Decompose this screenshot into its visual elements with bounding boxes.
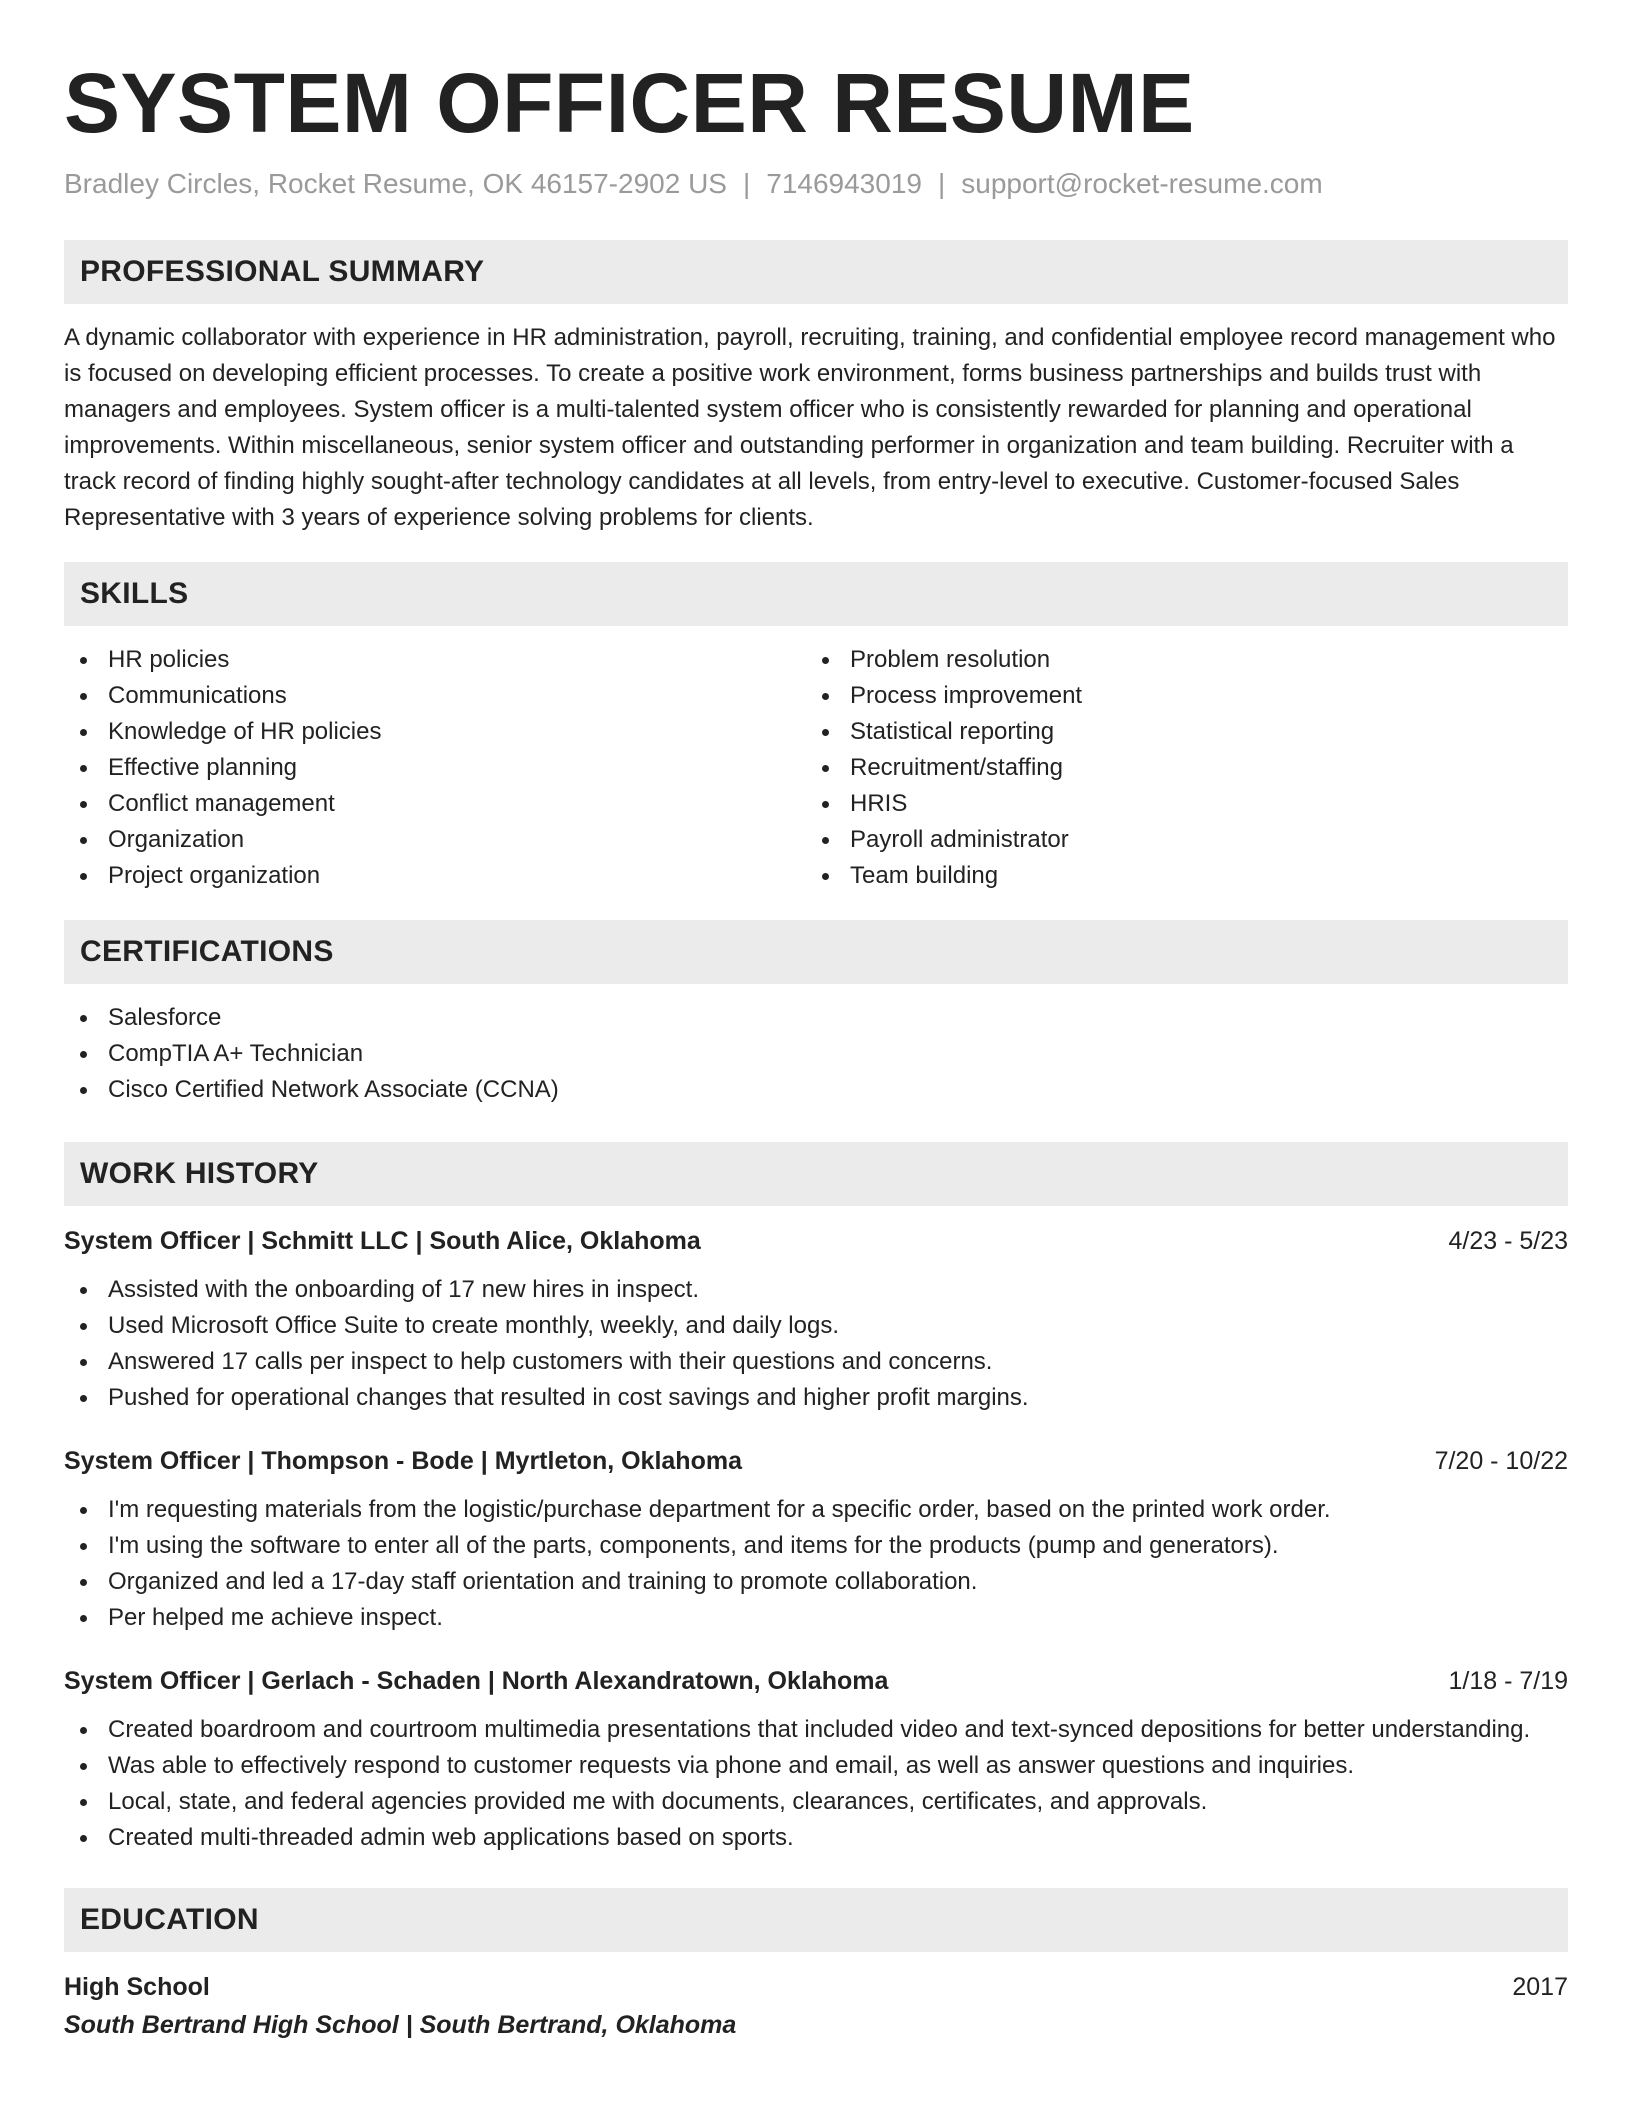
list-item: Cisco Certified Network Associate (CCNA): [64, 1072, 1568, 1108]
education-year: 2017: [1512, 1973, 1568, 2001]
list-item: I'm requesting materials from the logistic/purchase department for a specific order, based on the printed work order.: [64, 1492, 1568, 1528]
contact-line: [64, 166, 1568, 202]
skills-list-right: [806, 642, 1568, 894]
list-item: Assisted with the onboarding of 17 new hires in inspect.: [64, 1272, 1568, 1308]
section-header-education: EDUCATION: [64, 1888, 1568, 1952]
list-item: HR policies: [64, 642, 806, 678]
list-item: Organization: [64, 822, 806, 858]
job-header: [64, 1664, 1568, 1698]
section-header-summary: PROFESSIONAL SUMMARY: [64, 240, 1568, 304]
list-item: CompTIA A+ Technician: [64, 1036, 1568, 1072]
section-header-skills: SKILLS: [64, 562, 1568, 626]
list-item: Recruitment/staffing: [806, 750, 1568, 786]
education-entry: [64, 1970, 1568, 2042]
contact-separator: |: [742, 168, 751, 199]
job-dates: 7/20 - 10/22: [1434, 1447, 1568, 1475]
job-entry: [64, 1444, 1568, 1636]
certifications-list: [64, 1000, 1568, 1108]
list-item: Pushed for operational changes that resulted in cost savings and higher profit margins.: [64, 1380, 1568, 1416]
job-entry: [64, 1664, 1568, 1856]
list-item: Used Microsoft Office Suite to create monthly, weekly, and daily logs.: [64, 1308, 1568, 1344]
education-degree: High School: [64, 1973, 210, 2001]
list-item: Communications: [64, 678, 806, 714]
list-item: Answered 17 calls per inspect to help customers with their questions and concerns.: [64, 1344, 1568, 1380]
job-title: System Officer | Thompson - Bode | Myrtleton, Oklahoma: [64, 1447, 742, 1475]
list-item: Knowledge of HR policies: [64, 714, 806, 750]
job-entry: [64, 1224, 1568, 1416]
list-item: Team building: [806, 858, 1568, 894]
list-item: Created boardroom and courtroom multimedia presentations that included video and text-synced depositions for better understanding.: [64, 1712, 1568, 1748]
job-bullets: [64, 1492, 1568, 1636]
list-item: Organized and led a 17-day staff orientation and training to promote collaboration.: [64, 1564, 1568, 1600]
list-item: Local, state, and federal agencies provided me with documents, clearances, certificates, and approvals.: [64, 1784, 1568, 1820]
skills-list-left: [64, 642, 806, 894]
section-header-certifications: CERTIFICATIONS: [64, 920, 1568, 984]
job-header: [64, 1224, 1568, 1258]
section-header-work-history: WORK HISTORY: [64, 1142, 1568, 1206]
job-title: System Officer | Schmitt LLC | South Alice, Oklahoma: [64, 1227, 701, 1255]
job-bullets: [64, 1272, 1568, 1416]
education-header: [64, 1970, 1568, 2004]
list-item: Payroll administrator: [806, 822, 1568, 858]
skills-grid: [64, 642, 1568, 894]
job-header: [64, 1444, 1568, 1478]
list-item: Per helped me achieve inspect.: [64, 1600, 1568, 1636]
list-item: Statistical reporting: [806, 714, 1568, 750]
summary-text: A dynamic collaborator with experience in HR administration, payroll, recruiting, training, and confidential employee record management who is focused on developing efficient processes. To create a positive work environment, forms business partnerships and builds trust with managers and employees. System officer is a multi-talented system officer who is consistently rewarded for planning and operational improvements. Within miscellaneous, senior system officer and outstanding performer in organization and team building. Recruiter with a track record of finding highly sought-after technology candidates at all levels, from entry-level to executive. Customer-focused Sales Representative with 3 years of experience solving problems for clients.: [64, 324, 1556, 531]
list-item: Process improvement: [806, 678, 1568, 714]
contact-address: Bradley Circles, Rocket Resume, OK 46157-2902 US: [64, 168, 727, 199]
contact-separator: |: [937, 168, 946, 199]
list-item: Created multi-threaded admin web applications based on sports.: [64, 1820, 1568, 1856]
education-school: South Bertrand High School | South Bertrand, Oklahoma: [64, 2011, 737, 2039]
contact-email: support@rocket-resume.com: [961, 168, 1323, 199]
job-dates: 4/23 - 5/23: [1448, 1227, 1568, 1255]
list-item: HRIS: [806, 786, 1568, 822]
list-item: Project organization: [64, 858, 806, 894]
job-title: System Officer | Gerlach - Schaden | North Alexandratown, Oklahoma: [64, 1667, 889, 1695]
list-item: I'm using the software to enter all of the parts, components, and items for the products (pump and generators).: [64, 1528, 1568, 1564]
job-bullets: [64, 1712, 1568, 1856]
list-item: Conflict management: [64, 786, 806, 822]
resume-title: SYSTEM OFFICER RESUME: [64, 56, 1195, 150]
list-item: Salesforce: [64, 1000, 1568, 1036]
contact-phone: 7146943019: [766, 168, 922, 199]
list-item: Problem resolution: [806, 642, 1568, 678]
list-item: Effective planning: [64, 750, 806, 786]
list-item: Was able to effectively respond to customer requests via phone and email, as well as answer questions and inquiries.: [64, 1748, 1568, 1784]
job-dates: 1/18 - 7/19: [1448, 1667, 1568, 1695]
